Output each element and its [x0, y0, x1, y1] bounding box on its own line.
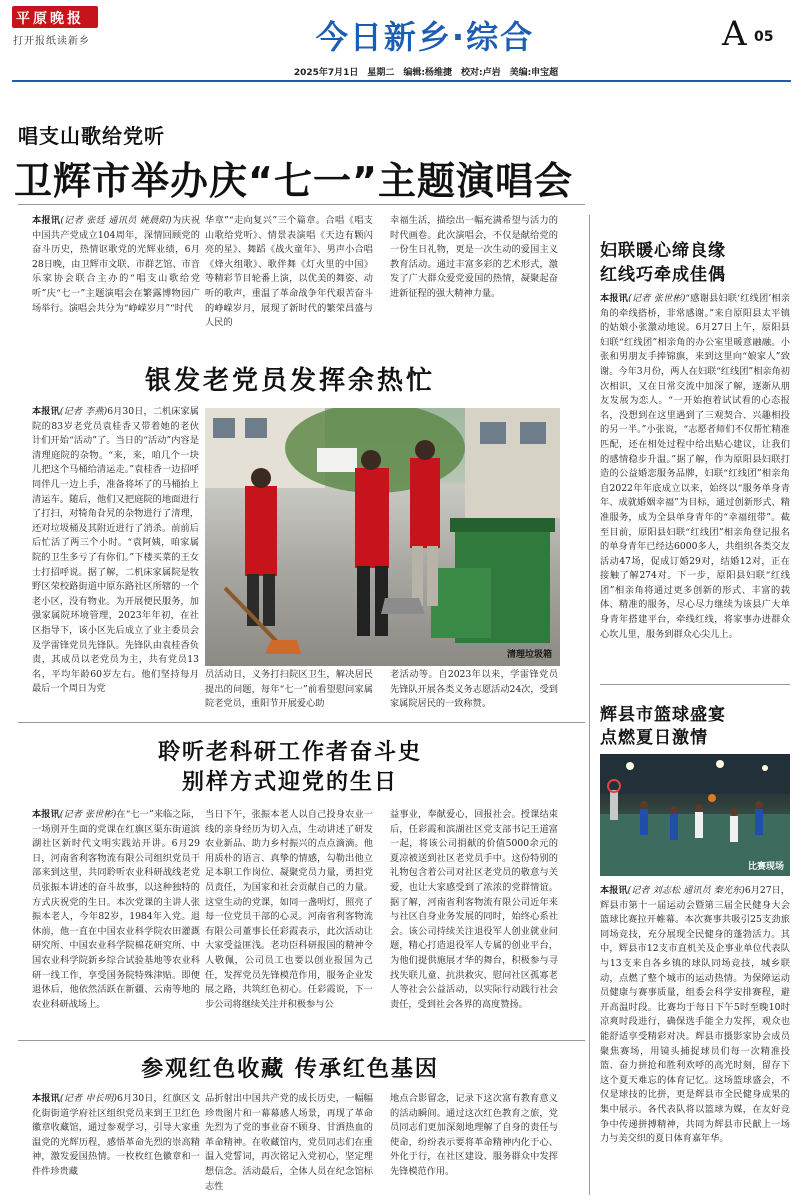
slogan: 打开报纸读新乡	[13, 36, 90, 47]
article3-headline-line2: 别样方式迎党的生日	[181, 770, 398, 795]
article4-byline: (记者 申长明)	[60, 1093, 118, 1104]
article2-col1	[32, 405, 199, 713]
sidebar2-lead: 本报讯	[600, 885, 628, 896]
sidebar2-photo	[600, 754, 790, 876]
article3-col3: 益事业，奉献爱心，回报社会。授课结束后，任彩霞和滨湖社区党支部书记王道富一起，将该公司捐献的价值5000余元的夏凉被送到社区老党员手中。这份特别的礼物包含着公司对社区老党员的敬意与关爱，也让大家感受到了浓浓的党群情谊。据了解，河南省利客物流有限公司近年来与社区自身业务发展的同时，始终心系社会。该公司持续关注退役军人创业就业问题，精心打造退役军人专属的创业平台，为他们提供施展才华的舞台，积极参与寻找失联儿童、抗洪救灾、慰问社区孤寡老人等社会公益活动，以实际行动践行社会责任，受到社会各界的高度赞扬。	[390, 809, 558, 1010]
article1-col3: 幸福生活，描绘出一幅充满希望与活力的时代画卷。此次演唱会，不仅是献给党的一份生日礼物，更是一次生动的爱国主义教育活动。通过丰富多彩的艺术形式，激发了广大群众爱党爱国的热情，凝聚起奋进新征程的强大精神力量。	[390, 215, 558, 299]
sidebar1-headline-line2: 红线巧牵成佳偶	[600, 265, 726, 285]
article3-headline-line1: 聆听老科研工作者奋斗史	[157, 740, 422, 765]
article1-col2: 华章”“走向复兴”三个篇章。合唱《唱支山歌给党听》、情景表演唱《天边有颗闪亮的星》、舞蹈《战火童年》、男声小合唱《烽火组歌》、歌伴舞《灯火里的中国》等精彩节目轮番上演，以优美的舞姿、动听的歌声，重温了革命战争年代艰苦奋斗的峥嵘岁月，展现了新时代的繁荣昌盛与人民的	[205, 215, 373, 329]
article2-col2: 员活动日，义务打扫院区卫生，解决居民提出的问题，每年“七一”前看望慰问家属院老党员，重阳节开展爱心助	[205, 669, 373, 710]
article1-byline: (记者 张廷 通讯员 姚晨阳)	[60, 215, 172, 226]
sidebar-divider	[600, 684, 790, 685]
article4-lead: 本报讯	[32, 1093, 60, 1104]
article4-col1-text: 6月30日，红旗区文化街街道学府社区组织党员来到王卫红色徽章收藏馆，通过参观学习，引导大家重温党的光辉历程，感悟革命先烈的崇高精神，激发爱国热情。一枚枚红色徽章和一件件珍贵藏	[32, 1093, 200, 1177]
article4-col3: 地点合影留念，记录下这次富有教育意义的活动瞬间。通过这次红色教育之旅，党员同志们更加深刻地理解了自身的责任与使命，纷纷表示要将革命精神内化于心、外化于行，在社区建设、服务群众中发挥先锋模范作用。	[390, 1093, 558, 1177]
page-letter: A	[722, 14, 747, 54]
article2-lead: 本报讯	[32, 406, 60, 417]
article3-divider	[18, 1040, 585, 1041]
sidebar2-headline-line1: 辉县市篮球盛宴	[600, 705, 726, 725]
article1-lead: 本报讯	[32, 215, 61, 226]
article1-headline: 卫辉市举办庆“七一”主题演唱会	[14, 159, 573, 203]
sidebar2-headline-line2: 点燃夏日激情	[600, 728, 708, 748]
article2-byline: (记者 李燕)	[59, 406, 108, 417]
article3-col1	[32, 808, 200, 1030]
sidebar1-headline-line1: 妇联暖心缔良缘	[600, 241, 726, 261]
sidebar2-body	[600, 884, 790, 1194]
article4-col2: 品折射出中国共产党的成长历史，一幅幅珍贵图片和一幕幕感人场景，再现了革命先烈为了党的事业奋不顾身、甘洒热血的革命精神。在收藏馆内，党员同志们在重温入党誓词，再次铭记入党初心，坚定理想信念。活动最后，全体人员在纪念馆标志性	[205, 1093, 373, 1192]
sidebar1-body	[600, 292, 790, 670]
article3-byline: (记者 张世彬)	[59, 809, 117, 820]
masthead	[0, 0, 803, 84]
article2-headline: 银发老党员发挥余热忙	[144, 366, 435, 396]
section-title: 今日新乡·综合	[315, 18, 535, 56]
masthead-rule	[12, 80, 791, 82]
article1-divider	[18, 204, 585, 205]
article4-col1	[32, 1092, 200, 1194]
article2-divider	[18, 722, 585, 723]
sidebar2-byline: (记者 刘志松 通讯员 秦光东)	[627, 885, 745, 896]
sidebar1-byline: (记者 张世彬)	[628, 293, 686, 304]
article2-col3: 老活动等。自2023年以来，学雷锋党员先锋队开展各类义务志愿活动24次，受到家属院居民的一致称赞。	[390, 669, 558, 710]
sidebar2-body-text: 6月27日，辉县市第十一届运动会暨第三届全民健身大会篮球比赛拉开帷幕。本次赛事共吸引25支劲旅同场竞技，充分展现全民健身的蓬勃活力。其中，辉县市12支市直机关及企事业单位代表队与13支来自各乡镇的球队同场竞技，城乡联动，点燃了整个城市的运动热情。为保障运动员健康与赛事质量，组委会科学安排赛程，避开高温时段。比赛均于每日下午5时至晚10时凉爽时段进行，确保选手能全力发挥，观众也能舒适享受精彩对决。辉县市摄影家协会成员聚焦赛场，用镜头捕捉球员们每一次精准投篮、奋力拼抢和胜利欢呼的高光时刻，留存下这个夏天难忘的体育记忆。这场篮球盛会，不仅是球技的比拼，更是辉县市全民健身成果的集中展示。各代表队将以篮球为媒，在友好竞争中传递拼搏精神，共同为辉县市民献上一场力与美交织的夏日体育嘉年华。	[600, 885, 790, 1145]
article2-photo-caption: 清理垃圾箱	[506, 650, 552, 660]
article2-photo	[205, 408, 560, 666]
article3-lead: 本报讯	[32, 809, 60, 820]
article3-col2: 当日下午，张振本老人以自己投身农业一线的亲身经历为切入点，生动讲述了研发农业新品、助力乡村振兴的点点滴滴。他用质朴的语言、真挚的情感，勾勒出他立足本职工作岗位、凝聚党员力量，勇担党员责任，为国家和社会贡献自己的力量。这堂生动的党课，如同一盏明灯，照亮了每一位党员干部的心灵。河南省利客物流有限公司董事长任彩霞表示，此次活动让大家受益匪浅。老功臣科研报国的精神令人敬佩，公司员工也要以创业报国为己任，发挥党员先锋模范作用，服务企业发展之路，共筑红色初心。任彩霞说，下一步公司将继续关注并积极参与公	[205, 809, 373, 1010]
column-divider	[589, 215, 590, 1195]
article3-col1-text: 在“七一”来临之际，一场別开生面的党课在红旗区渠东街道滨湖社区新时代文明实践站开讲。6月29日，河南省利客物流有限公司组织党员干部来到这里，共同聆听农业科研战线老党员张振本讲述的奋斗故事，以这种独特的方式庆祝党的生日。本次党课的主讲人张振本老人，今年82岁，1984年入党。退休前，他一直在中国农业科学院农田灌溉研究所、中国农业科学院棉花研究所、中国农业科学院新乡综合试验基地等农业科研一线工作，享受国务院特殊津贴。即便退休后，他依然活跃在新疆、云南等地的农业科研战场上。	[32, 809, 200, 1010]
article1-kicker: 唱支山歌给党听	[18, 124, 165, 148]
article1-col1	[32, 214, 200, 340]
page-number: 05	[754, 29, 774, 45]
newspaper-logo-text: 平原晚报	[16, 11, 84, 27]
info-line: 2025年7月1日 星期二 编辑:杨维捷 校对:卢岩 美编:申宝超	[293, 68, 559, 78]
sidebar1-lead: 本报讯	[600, 293, 629, 304]
sidebar2-photo-caption: 比赛现场	[747, 862, 784, 872]
article2-col1-text: 6月30日，二机床家属院的83岁老党员袁桂香又带着她的老伙计们开始“活动”了。当日的“活动”内容是清理庭院的杂物。“来，来，咱几个一块儿把这个马桶给清运走。”袁桂香一边招呼同伴几一边上手，准备将坏了的马桶抬上清运车。随后，他们又把庭院的地面进行了打扫，对犄角旮旯的杂物进行了清理，还对垃圾桶及其附近进行了消杀。前前后后忙活了两三个小时。“袁阿姨，咱家属院的卫生多亏了有你们。”下楼买菜的王女士打招呼说。据了解，二机床家属院是牧野区荣校路街道中原东路社区所辖的一个老小区，没有物业。为开展便民服务，加强家属院环境管理，2023年年初，在社区指导下，该小区先后成立了业主委员会及学雷锋党员先锋队。先锋队由袁桂香负责，其成员以老党员为主，共有党员13名，平均年龄60岁左右。他们坚持每月最后一个周日为党	[32, 406, 199, 695]
sidebar1-body-text: “感谢县妇联‘红线团’相亲角的牵线搭桥，非常感谢。”来自原阳县太平镇的姑娘小张激动地说。6月27日上午，原阳县妇联“红线团”相亲角的办公室里暖意融融。小张和男朋友手捧锦旗，来到这里向“娘家人”致谢。今年3月份，两人在妇联“红线团”相亲角初次相识，又在日常交流中加深了解，逐渐从朋友发展为恋人。“一开始抱着试试看的心态报名，没想到在这里遇到了三观契合、兴趣相投的另一半。”小张说，“志愿者师们不仅帮忙精准匹配，还在相处过程中给出贴心建议，让我们的感情稳步升温。”据了解，作为原阳县妇联打造的公益婚恋服务品牌，妇联“红线团”相亲角自2022年年底成立以来，始终以“服务单身青年、成就婚姻幸福”为目标，通过创新形式、精准服务，成为全县单身青年的“幸福纽带”。截至目前，原阳县妇联“红线团”相亲角登记报名的单身青年已经达6000多人，共组织各类交友活动47场，促成订婚29对，结婚12对，正在接触了解274对。下一步，原阳县妇联“红线团”相亲角将通过更多创新的形式、丰富的载体、精准的服务，尽心尽力继续为该县广大单身青年搭建平台，牵线红线，将家事办进群众心坎儿里，服务到群众心尖儿上。	[600, 293, 790, 640]
article1-col1-text: 为庆祝中国共产党成立104周年，深情回顾党的奋斗历史，热情讴歌党的光辉业绩，6月28日晚，由卫辉市文联、市群艺馆、市音乐家协会联合主办的“唱支山歌给党听”庆“七一”主题演唱会在繁露博物园广场举行。演唱会共分为“峥嵘岁月”“时代	[32, 215, 200, 314]
article4-headline: 参观红色收藏 传承红色基因	[141, 1057, 439, 1082]
